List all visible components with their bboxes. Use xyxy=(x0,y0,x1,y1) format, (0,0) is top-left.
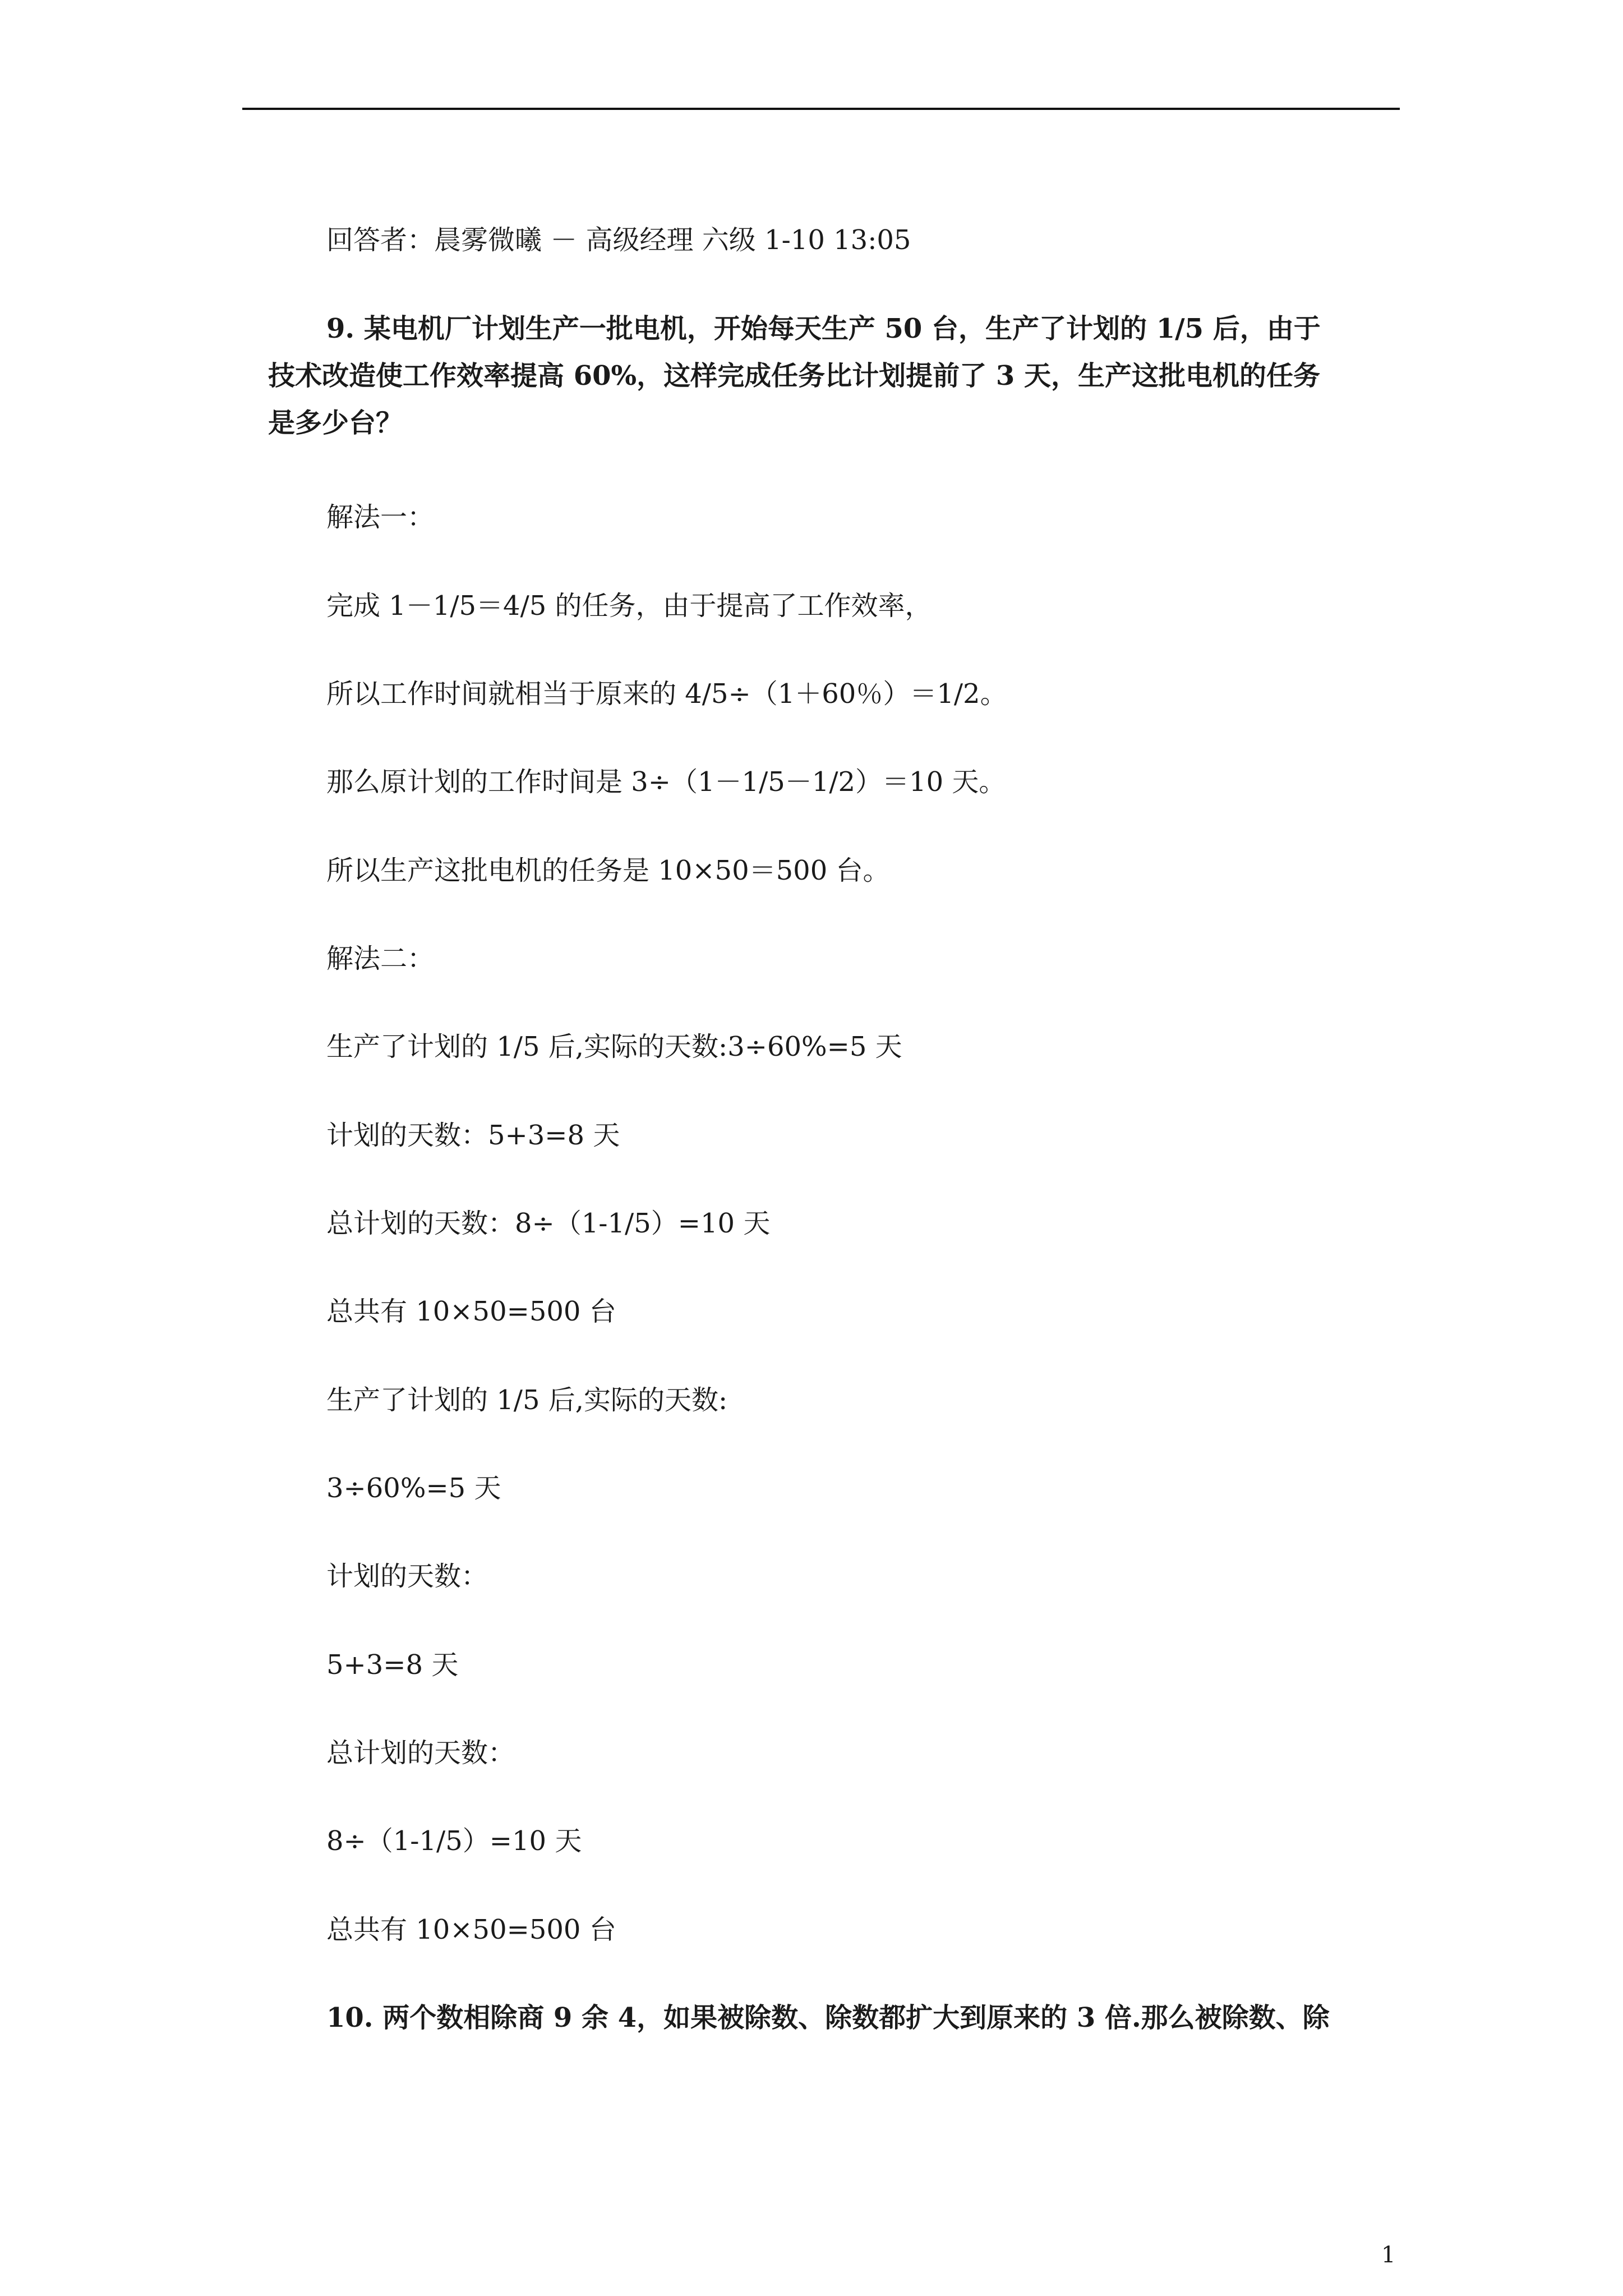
question-9-line-2: 技术改造使工作效率提高 60%，这样完成任务比计划提前了 3 天，生产这批电机的任务 xyxy=(268,360,1320,392)
method-1-line: 所以工作时间就相当于原来的 4/5÷（1＋60％）＝1/2。 xyxy=(326,678,1007,710)
method-2-line: 总计划的天数：8÷（1-1/5）=10 天 xyxy=(326,1208,771,1239)
question-9-line-1: 9. 某电机厂计划生产一批电机，开始每天生产 50 台，生产了计划的 1/5 后，由于 xyxy=(326,313,1321,344)
page-number: 1 xyxy=(1381,2242,1396,2268)
method-2-line: 总计划的天数： xyxy=(326,1737,515,1769)
method-2-line: 计划的天数：5+3=8 天 xyxy=(326,1120,620,1151)
header-rule xyxy=(242,108,1400,110)
method-2-line: 总共有 10×50=500 台 xyxy=(326,1296,616,1327)
method-2-line: 5+3=8 天 xyxy=(326,1649,459,1681)
method-2-line: 3÷60%=5 天 xyxy=(326,1473,501,1504)
method-2-title: 解法二： xyxy=(326,943,435,974)
method-1-line: 所以生产这批电机的任务是 10×50＝500 台。 xyxy=(326,855,890,886)
method-1-line: 完成 1－1/5＝4/5 的任务，由于提高了工作效率， xyxy=(326,590,932,622)
method-2-line: 生产了计划的 1/5 后,实际的天数: xyxy=(326,1384,728,1416)
method-1-line: 那么原计划的工作时间是 3÷（1－1/5－1/2）＝10 天。 xyxy=(326,766,1006,798)
question-10-line-1: 10. 两个数相除商 9 余 4，如果被除数、除数都扩大到原来的 3 倍.那么被除数、除 xyxy=(326,2002,1330,2033)
method-1-title: 解法一： xyxy=(326,501,435,533)
question-9-line-3: 是多少台？ xyxy=(268,407,403,439)
method-2-line: 总共有 10×50=500 台 xyxy=(326,1914,616,1945)
method-2-line: 生产了计划的 1/5 后,实际的天数:3÷60%=5 天 xyxy=(326,1031,902,1062)
method-2-line: 计划的天数： xyxy=(326,1561,488,1592)
answerer-line: 回答者：晨雾微曦 － 高级经理 六级 1-10 13:05 xyxy=(326,224,911,256)
method-2-line: 8÷（1-1/5）=10 天 xyxy=(326,1825,582,1857)
